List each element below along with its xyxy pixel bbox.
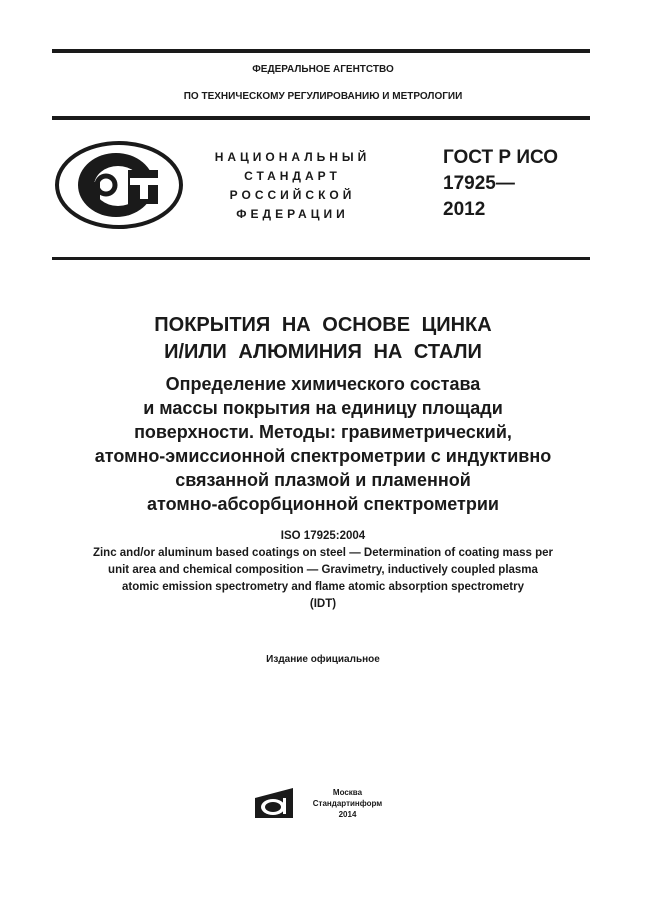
main-title	[0, 312, 646, 366]
iso-block	[0, 528, 646, 613]
agency-line-2: ПО ТЕХНИЧЕСКОМУ РЕГУЛИРОВАНИЮ И МЕТРОЛОГИИ	[183, 91, 463, 102]
iso-title-line: Zinc and/or aluminum based coatings on steel — Determination of coating mass per	[92, 547, 554, 559]
subtitle-line: поверхности. Методы: гравиметрический,	[134, 422, 512, 442]
title-line: ПОКРЫТИЯ НА ОСНОВЕ ЦИНКА	[154, 314, 492, 336]
title-line: И/ИЛИ АЛЮМИНИЯ НА СТАЛИ	[164, 341, 482, 363]
publisher-name: Стандартинформ	[312, 799, 383, 808]
iso-number: ISO 17925:2004	[280, 530, 366, 542]
subtitle	[0, 372, 646, 516]
agency-line-1: ФЕДЕРАЛЬНОЕ АГЕНТСТВО	[252, 64, 394, 75]
header-rule	[52, 116, 590, 120]
publisher-city: Москва	[332, 788, 363, 797]
standard-type-line: НАЦИОНАЛЬНЫЙ	[214, 150, 371, 164]
subtitle-line: атомно-эмиссионной спектрометрии с индуктивно	[94, 446, 552, 466]
subtitle-line: связанной плазмой и пламенной	[175, 470, 471, 490]
subtitle-line: Определение химического состава	[165, 374, 481, 394]
iso-title-line: unit area and chemical composition — Gravimetry, inductively coupled plasma	[108, 564, 538, 576]
designation-line: 2012	[443, 199, 486, 220]
standard-type-line: ФЕДЕРАЦИИ	[236, 207, 349, 221]
standard-type-line: РОССИЙСКОЙ	[229, 188, 356, 202]
subtitle-line: и массы покрытия на единицу площади	[143, 398, 503, 418]
standard-type-line: СТАНДАРТ	[244, 169, 341, 183]
subtitle-line: атомно-абсорбционной спектрометрии	[147, 494, 499, 514]
iso-title-line: atomic emission spectrometry and flame atomic absorption spectrometry	[122, 581, 524, 593]
designation-line: ГОСТ Р ИСО	[443, 147, 559, 168]
publisher-info	[300, 787, 395, 820]
gost-r-logo	[54, 140, 184, 235]
top-rule	[52, 49, 590, 53]
publisher-year: 2014	[338, 810, 357, 819]
designation	[443, 145, 558, 223]
edition-note: Издание официальное	[266, 654, 380, 665]
publisher-logo	[253, 786, 297, 825]
divider-rule	[52, 257, 590, 260]
standard-type	[200, 148, 385, 224]
iso-title-line: (IDT)	[309, 598, 337, 610]
designation-line: 17925—	[443, 173, 515, 194]
